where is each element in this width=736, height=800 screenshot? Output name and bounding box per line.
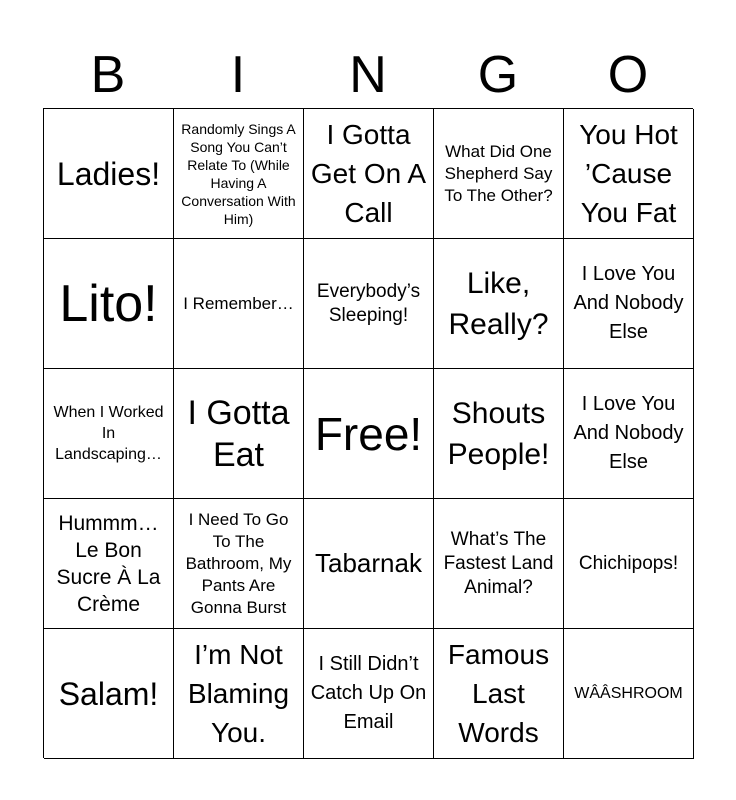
bingo-cell[interactable] bbox=[44, 109, 174, 239]
bingo-cell[interactable] bbox=[434, 369, 564, 499]
bingo-cell[interactable] bbox=[174, 369, 304, 499]
bingo-cell[interactable] bbox=[564, 369, 694, 499]
cell-text: Hummm… Le Bon Sucre À La Crème bbox=[56, 511, 161, 616]
cell-text: I Gotta Get On A Call bbox=[310, 119, 427, 228]
cell-text: I Remember… bbox=[183, 293, 294, 313]
bingo-cell[interactable] bbox=[304, 109, 434, 239]
cell-text: You Hot ’Cause You Fat bbox=[579, 119, 678, 228]
cell-text: Tabarnak bbox=[315, 548, 422, 578]
bingo-header bbox=[43, 42, 693, 108]
bingo-cell[interactable] bbox=[44, 239, 174, 369]
bingo-cell[interactable] bbox=[174, 499, 304, 629]
bingo-cell[interactable] bbox=[434, 239, 564, 369]
header-letter-g: G bbox=[477, 46, 519, 104]
bingo-cell[interactable] bbox=[564, 629, 694, 759]
cell-text: What’s The Fastest Land Animal? bbox=[443, 528, 554, 598]
bingo-cell[interactable] bbox=[174, 629, 304, 759]
bingo-cell[interactable] bbox=[304, 499, 434, 629]
cell-text: I Still Didn’t Catch Up On Email bbox=[310, 653, 427, 733]
bingo-cell[interactable] bbox=[174, 109, 304, 239]
cell-text: Ladies! bbox=[56, 155, 161, 192]
bingo-cell[interactable] bbox=[44, 629, 174, 759]
bingo-cell[interactable] bbox=[564, 239, 694, 369]
header-letter-o: O bbox=[607, 46, 649, 104]
bingo-card-grid bbox=[43, 108, 693, 758]
cell-text: Like, Really? bbox=[448, 266, 549, 341]
header-letter-n: N bbox=[349, 46, 387, 104]
free-space-cell[interactable] bbox=[304, 369, 434, 499]
bingo-cell[interactable] bbox=[434, 499, 564, 629]
bingo-cell[interactable] bbox=[564, 499, 694, 629]
bingo-cell[interactable] bbox=[434, 629, 564, 759]
cell-text: Everybody’s Sleeping! bbox=[316, 280, 421, 326]
cell-text: I Love You And Nobody Else bbox=[573, 263, 684, 343]
cell-text: I Gotta Eat bbox=[187, 393, 290, 474]
cell-text: I’m Not Blaming You. bbox=[187, 639, 290, 748]
cell-text: Famous Last Words bbox=[447, 639, 550, 748]
cell-text: Chichipops! bbox=[578, 552, 679, 574]
bingo-cell[interactable] bbox=[564, 109, 694, 239]
header-letter-i: I bbox=[230, 46, 246, 104]
cell-text: Randomly Sings A Song You Can’t Relate To (While Having A Conversation With Him) bbox=[181, 120, 296, 227]
bingo-cell[interactable] bbox=[304, 239, 434, 369]
bingo-cell[interactable] bbox=[44, 499, 174, 629]
cell-text: When I Worked In Landscaping… bbox=[53, 404, 164, 463]
bingo-cell[interactable] bbox=[174, 239, 304, 369]
cell-text: I Need To Go To The Bathroom, My Pants Are Gonna Burst bbox=[185, 509, 292, 617]
free-space-text: Free! bbox=[314, 407, 423, 460]
bingo-cell[interactable] bbox=[304, 629, 434, 759]
cell-text: WÂÂSHROOM bbox=[574, 685, 683, 702]
cell-text: I Love You And Nobody Else bbox=[573, 393, 684, 473]
bingo-cell[interactable] bbox=[44, 369, 174, 499]
cell-text: Lito! bbox=[59, 274, 158, 333]
cell-text: Shouts People! bbox=[447, 396, 550, 471]
cell-text: What Did One Shepherd Say To The Other? bbox=[444, 141, 553, 205]
header-letter-b: B bbox=[90, 46, 126, 104]
cell-text: Salam! bbox=[58, 675, 159, 712]
bingo-cell[interactable] bbox=[434, 109, 564, 239]
